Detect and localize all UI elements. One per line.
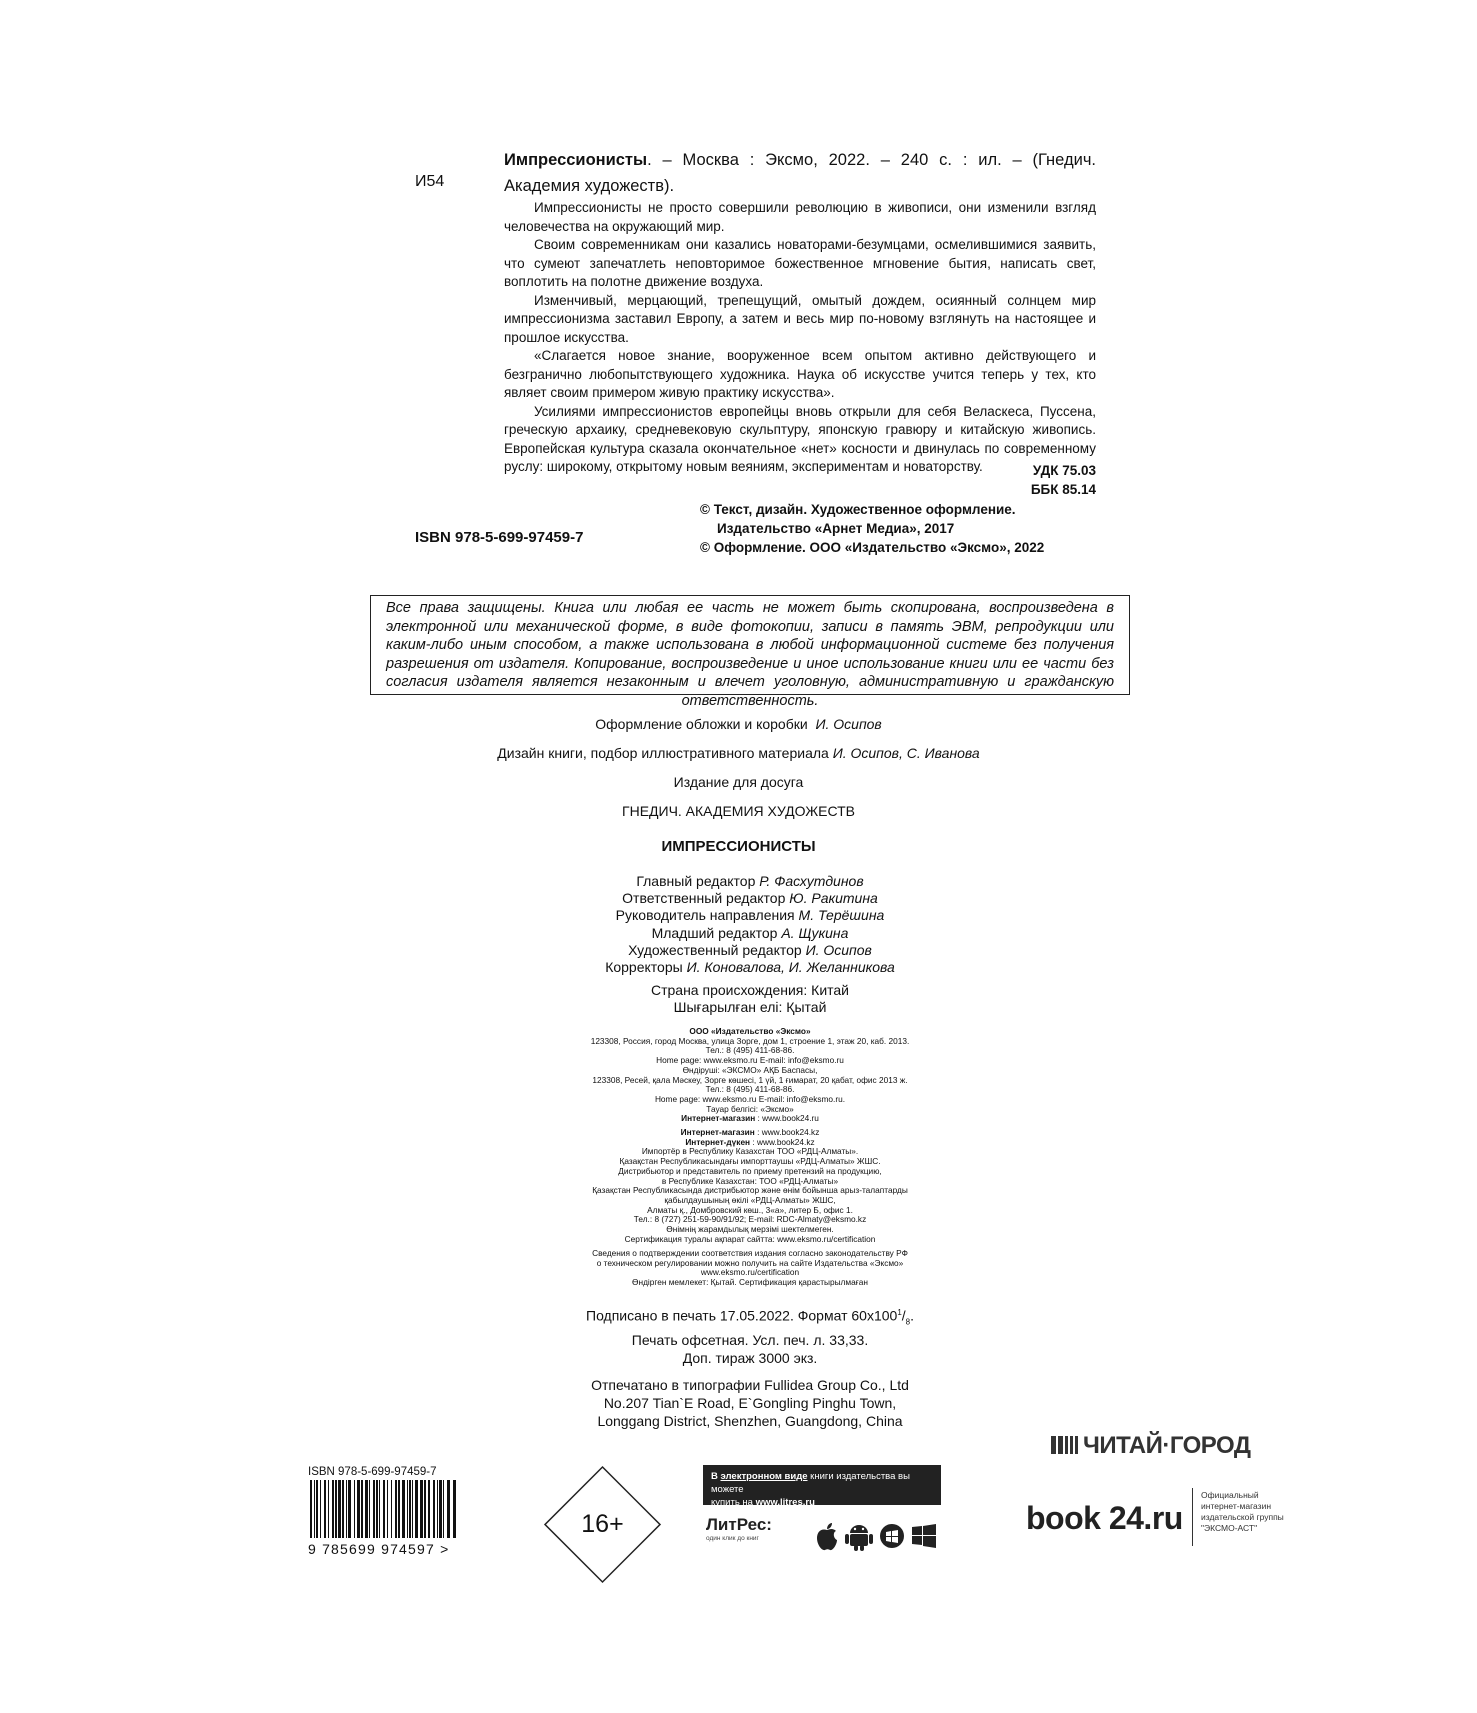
barcode-bar: [354, 1480, 355, 1538]
barcode-bar: [365, 1480, 368, 1538]
catalog-entry: [504, 147, 1096, 477]
barcode-bar: [376, 1480, 378, 1538]
staff-row: [0, 890, 1477, 907]
edition-type: Издание для досуга: [673, 774, 804, 790]
litres-brand: ЛитРес:: [706, 1515, 772, 1534]
publisher-line: [0, 1114, 1477, 1124]
barcode-bar: [439, 1480, 442, 1538]
copyright-line: © Оформление. ООО «Издательство «Эксмо», 2022: [700, 540, 1045, 555]
barcode-bar: [424, 1480, 426, 1538]
chitai-gorod-logo: [1051, 1432, 1250, 1460]
annotation-paragraph: Изменчивый, мерцающий, трепещущий, омытый дождем, осиянный солнцем мир импрессионизма заставил Европу, а затем и весь мир по-новому взглянуть на настоящее и прошлое искусства.: [504, 292, 1096, 345]
cover-credit: [0, 716, 1477, 732]
book-title: ИМПРЕССИОНИСТЫ: [661, 838, 816, 855]
publisher-line: Өндірген мемлекет: Қытай. Сертификация қарастырылмаған: [632, 1277, 868, 1288]
barcode-bar: [310, 1480, 312, 1538]
annotation-paragraph: Усилиями импрессионистов европейцы вновь открыли для себя Веласкеса, Пуссена, греческую архаику, средневековую скульптуру, японскую гравюру и китайскую живопись. Европейская культура сказала окончательное «нет» косности и двинулась по современному руслу: широкому, открытому новым веяниям, экспериментам и новаторству.: [504, 403, 1096, 474]
staff-name: И. Осипов: [805, 941, 872, 958]
barcode-bar: [320, 1480, 321, 1538]
printing-block: [0, 1304, 1477, 1430]
catalog-bibliographic: . – Москва : Эксмо, 2022. – 240 с. : ил. – (Гнедич. Академия художеств).: [504, 151, 1096, 195]
book24-note: [1192, 1488, 1284, 1546]
android-icon: [845, 1525, 873, 1551]
origin-block: [0, 982, 1477, 1016]
publisher-line: Тел.: 8 (495) 411-68-86.: [705, 1084, 795, 1095]
publisher-line: Сертификация туралы ақпарат сайтта: www.eksmo.ru/certification: [624, 1233, 876, 1244]
litres-promo: [703, 1465, 941, 1508]
barcode-digits: 9 785699 974597 >: [308, 1541, 450, 1557]
chitai-gorod-text: ЧИТАЙ·ГОРОД: [1083, 1432, 1251, 1459]
store-label: Интернет-магазин: [680, 1127, 755, 1137]
staff-role: Руководитель направления: [615, 907, 795, 924]
barcode-bar: [338, 1480, 341, 1538]
bbk-code: ББК 85.14: [1030, 482, 1096, 497]
publisher-line: Тауар белгісі: «Эксмо»: [706, 1103, 794, 1114]
platform-icons: [813, 1520, 938, 1552]
book24-note-line: Официальный: [1201, 1490, 1259, 1500]
design-credit-name: И. Осипов, С. Иванова: [832, 745, 980, 761]
staff-row: [0, 942, 1477, 959]
publisher-line: Home page: www.eksmo.ru E-mail: info@eksmo.ru.: [654, 1093, 846, 1104]
barcode-bar: [314, 1480, 315, 1538]
promo-text: книги издательства вы можете: [711, 1471, 910, 1495]
format-fraction-den: 8: [905, 1317, 911, 1327]
barcode-bar: [369, 1480, 370, 1538]
windows-phone-icon: [880, 1524, 904, 1548]
litres-logo: [706, 1515, 772, 1542]
staff-name: Ю. Ракитина: [789, 890, 878, 907]
design-credit-label: Дизайн книги, подбор иллюстративного материала: [497, 745, 829, 761]
age-rating: [543, 1465, 662, 1584]
staff-role: Ответственный редактор: [622, 890, 786, 907]
book24-note-line: "ЭКСМО-АСТ": [1201, 1523, 1258, 1533]
staff-role: Младший редактор: [651, 924, 778, 941]
rights-notice: Все права защищены. Книга или любая ее часть не может быть скопирована, воспроизведена в электронной или механической форме, в виде фотокопии, записи в память ЭВМ, репродукции или каким-либо иным способом, а также использована в любой информационной системе без получения разрешения от издателя. Копирование, воспроизведение и иное использование книги или ее части без согласия издателя является незаконным и влечет уголовную, административную и гражданскую ответственность.: [370, 595, 1130, 695]
staff-role: Главный редактор: [636, 873, 756, 889]
book24-note-line: издательской группы: [1201, 1512, 1284, 1522]
barcode-bar: [447, 1480, 450, 1538]
cover-credit-label: Оформление обложки и коробки: [595, 716, 808, 732]
annotation-paragraph: Своим современникам они казались новаторами-безумцами, осмелившимися заявить, что сумеют запечатлеть неповторимое божественное мгновение бытия, написать свет, воплотить на полотне движение воздуха.: [504, 237, 1096, 289]
staff-name: М. Терёшина: [798, 907, 885, 924]
store-url: : www.book24.kz: [750, 1136, 815, 1147]
cover-credit-name: И. Осипов: [815, 716, 882, 732]
windows-icon: [912, 1524, 936, 1548]
barcode-bar: [453, 1480, 456, 1538]
barcode-bar: [335, 1480, 337, 1538]
apple-icon: [817, 1523, 837, 1550]
publisher-line: ООО «Издательство «Эксмо»: [689, 1026, 811, 1036]
book-title-bold: Импрессионисты: [504, 151, 648, 169]
publisher-line: Сведения о подтверждении соответствия издания согласно законодательству РФ: [592, 1248, 908, 1258]
staff-row: [0, 959, 1477, 976]
annotation-paragraph: «Слагается новое знание, вооруженное всем опытом активно действующего и безгранично любопытствующего художника. Наука об искусстве учится теперь у тех, кто являет своим примером живую практику искусства».: [504, 348, 1096, 400]
book24-note-line: интернет-магазин: [1201, 1501, 1272, 1511]
origin-ru: Страна происхождения: Китай: [650, 982, 850, 998]
barcode-bar: [412, 1480, 413, 1538]
publisher-line: 123308, Россия, город Москва, улица Зорге, дом 1, строение 1, этаж 20, каб. 2013.: [590, 1035, 910, 1046]
promo-text: В: [711, 1471, 721, 1482]
publisher-line: қабылдаушының өкілі «РДЦ-Алматы» ЖШС,: [664, 1194, 836, 1205]
staff-list: [0, 873, 1477, 976]
publisher-line: в Республике Казахстан: ТОО «РДЦ-Алматы»: [661, 1175, 839, 1186]
barcode-bar: [348, 1480, 351, 1538]
catalog-title-line: [504, 147, 1096, 199]
barcode-bar: [407, 1480, 408, 1538]
store-label: Интернет-магазин: [681, 1113, 756, 1124]
staff-name: Р. Фасхутдинов: [759, 873, 864, 889]
publisher-line: Тел.: 8 (727) 251-59-90/91/92; E-mail: RDC-Almaty@eksmo.kz: [633, 1214, 867, 1225]
barcode-bar: [420, 1480, 423, 1538]
classification-codes: [960, 461, 1096, 499]
publisher-line: Қазақстан Республикасындағы импорттаушы «РДЦ-Алматы» ЖШС.: [619, 1156, 881, 1167]
isbn: ISBN 978-5-699-97459-7: [415, 529, 584, 546]
annotation-paragraph: Импрессионисты не просто совершили революцию в живописи, они изменили взгляд человечества на окружающий мир.: [504, 200, 1096, 234]
barcode-bar: [342, 1480, 344, 1538]
offset-line: Печать офсетная. Усл. печ. л. 33,33.: [631, 1332, 869, 1349]
store-label: Интернет-дүкен: [685, 1136, 751, 1147]
publisher-line: Өнімнің жарамдылық мерзімі шектелмеген.: [666, 1224, 834, 1235]
staff-role: Корректоры: [605, 959, 683, 976]
publisher-line: о техническом регулировании можно получить на сайте Издательства «Эксмо»: [596, 1257, 904, 1268]
barcode-bar: [346, 1480, 347, 1538]
barcode-bar: [379, 1480, 380, 1538]
barcode-bar: [391, 1480, 392, 1538]
staff-name: И. Коновалова, И. Желанникова: [686, 959, 895, 976]
promo-text: купить на: [711, 1497, 756, 1508]
barcode-block: [308, 1466, 458, 1557]
barcode-bar: [402, 1480, 405, 1538]
publisher-line: Өндіруші: «ЭКСМО» АҚБ Баспасы,: [682, 1064, 818, 1075]
barcode-bar: [357, 1480, 360, 1538]
publisher-line: www.eksmo.ru/certification: [700, 1267, 800, 1278]
barcode-bar: [443, 1480, 444, 1538]
design-credit: [0, 745, 1477, 761]
barcode-bar: [387, 1480, 388, 1538]
barcode-bar: [316, 1480, 318, 1538]
barcode-bar: [409, 1480, 411, 1538]
origin-kz: Шығарылған елі: Қытай: [673, 999, 827, 1016]
publisher-info-3: [0, 1249, 1477, 1288]
staff-row: [0, 925, 1477, 942]
litres-block: [703, 1465, 941, 1561]
publisher-info-1: [0, 1027, 1477, 1124]
publisher-line: Дистрибьютор и представитель по приему претензий на продукцию,: [618, 1165, 882, 1176]
signed-text: Подписано в печать 17.05.2022. Формат 60x100: [586, 1307, 898, 1324]
publisher-line: 123308, Ресей, қала Мәскеу, Зорге көшесі, 1 үй, 1 ғимарат, 20 қабат, офис 2013 ж.: [592, 1074, 908, 1085]
udk-code: УДК 75.03: [1032, 463, 1096, 478]
publisher-line: Қазақстан Республикасында дистрибьютор және өнім бойынша арыз-талаптарды: [592, 1185, 908, 1196]
age-rating-text: 16+: [581, 1510, 624, 1538]
copyright-block: [700, 500, 1096, 557]
barcode-bar: [361, 1480, 363, 1538]
publisher-line: Home page: www.eksmo.ru E-mail: info@eksmo.ru: [656, 1055, 844, 1066]
barcode-bar: [328, 1480, 329, 1538]
copyright-line: © Текст, дизайн. Художественное оформление.: [700, 502, 1016, 517]
barcode-bar: [373, 1480, 375, 1538]
copyright-line: Издательство «Арнет Медиа», 2017: [717, 521, 955, 536]
publisher-line: Алматы қ., Домбровский көш., 3«а», литер Б, офис 1.: [647, 1204, 853, 1215]
staff-row: [0, 907, 1477, 924]
barcode-icon: [308, 1480, 458, 1538]
chitai-gorod-icon: [1051, 1434, 1085, 1456]
publisher-line: Тел.: 8 (495) 411-68-86.: [705, 1045, 795, 1056]
barcode-bar: [437, 1480, 438, 1538]
format-fraction-num: 1: [897, 1308, 902, 1317]
staff-row: [0, 873, 1477, 890]
barcode-bar: [324, 1480, 326, 1538]
barcode-bar: [332, 1480, 334, 1538]
printed-line: Отпечатано в типографии Fullidea Group Co., Ltd: [591, 1377, 909, 1394]
publisher-line: Импортёр в Республику Казахстан ТОО «РДЦ-Алматы».: [641, 1146, 859, 1157]
promo-link[interactable]: электронном виде: [720, 1471, 808, 1482]
book24-logo: book 24.ru: [1026, 1500, 1183, 1536]
barcode-bar: [433, 1480, 435, 1538]
printed-line: Longgang District, Shenzhen, Guangdong, China: [597, 1413, 903, 1430]
signed-line: Подписано в печать 17.05.2022. Формат $60x100^1/_8$.: [586, 1307, 914, 1327]
barcode-bar: [415, 1480, 418, 1538]
store-url: : www.book24.ru: [755, 1113, 819, 1124]
staff-name: А. Щукина: [781, 924, 849, 941]
catalog-code: И54: [415, 173, 445, 190]
barcode-bar: [428, 1480, 430, 1538]
litres-slogan: один клик до книг: [706, 1535, 759, 1542]
barcode-isbn: ISBN 978-5-699-97459-7: [308, 1466, 437, 1478]
litres-link[interactable]: www.litres.ru: [755, 1497, 815, 1508]
barcode-bar: [395, 1480, 397, 1538]
staff-role: Художественный редактор: [628, 941, 802, 958]
barcode-bar: [398, 1480, 400, 1538]
printed-line: No.207 Tian`E Road, E`Gongling Pinghu Town,: [603, 1395, 897, 1412]
publisher-info-2: [0, 1128, 1477, 1244]
barcode-bar: [383, 1480, 385, 1538]
store-url: : www.book24.kz: [754, 1127, 820, 1137]
circulation-line: Доп. тираж 3000 экз.: [682, 1350, 818, 1367]
series-name: ГНЕДИЧ. АКАДЕМИЯ ХУДОЖЕСТВ: [622, 803, 855, 819]
